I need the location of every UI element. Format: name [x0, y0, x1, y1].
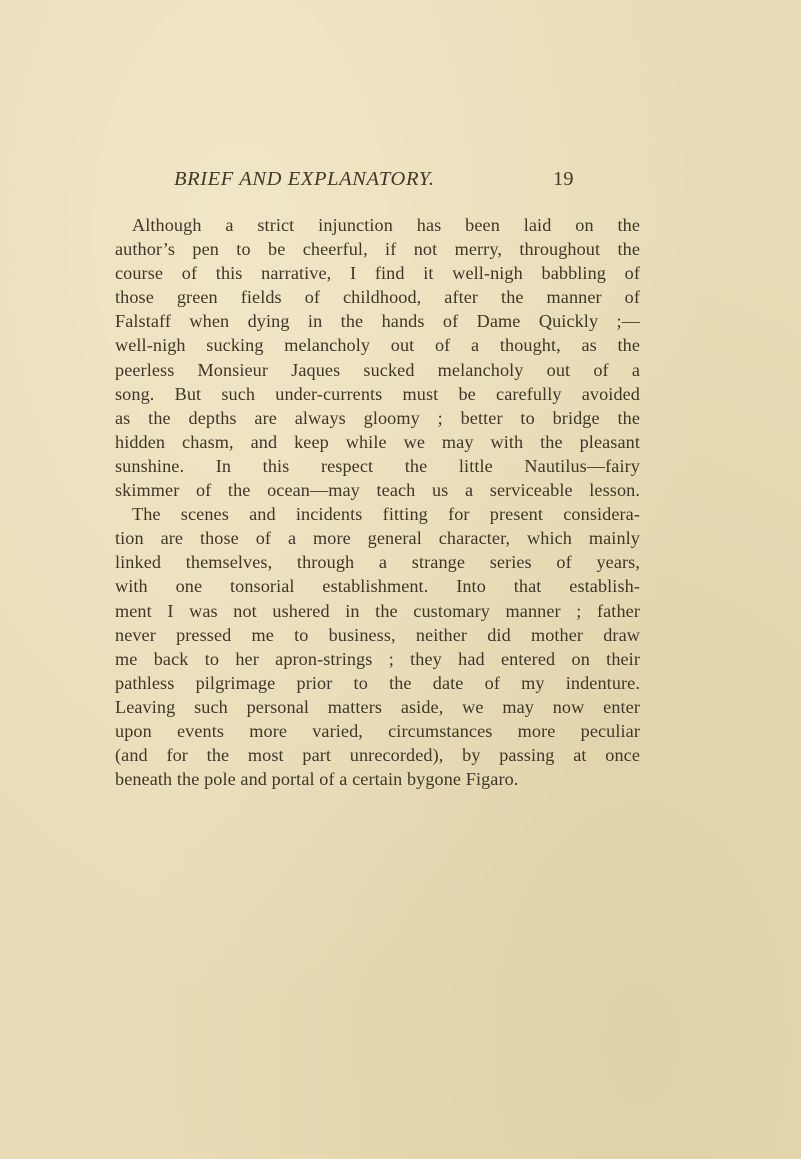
text-line: Leaving such personal matters aside, we may now enter	[115, 696, 640, 717]
text-line: Falstaff when dying in the hands of Dame Quickly ;—	[115, 311, 640, 332]
text-line: pathless pilgrimage prior to the date of my indenture.	[115, 672, 640, 693]
text-line: author’s pen to be cheerful, if not merry, throughout the	[115, 239, 640, 260]
text-line: never pressed me to business, neither did mother draw	[115, 624, 640, 645]
text-line: (and for the most part unrecorded), by passing at once	[115, 745, 640, 766]
text-line: tion are those of a more general character, which mainly	[115, 528, 640, 549]
text-line: hidden chasm, and keep while we may with the pleasant	[115, 431, 640, 452]
body-paragraph	[115, 213, 640, 791]
text-line: song. But such under-currents must be carefully avoided	[115, 383, 640, 404]
text-line: with one tonsorial establishment. Into that establish-	[115, 576, 640, 597]
text-line: those green fields of childhood, after the manner of	[115, 287, 640, 308]
text-line: course of this narrative, I find it well-nigh babbling of	[115, 263, 640, 284]
text-line: peerless Monsieur Jaques sucked melancholy out of a	[115, 359, 640, 380]
text-line: Although a strict injunction has been laid on the	[132, 215, 640, 235]
text-line: upon events more varied, circumstances more peculiar	[115, 720, 640, 741]
running-head	[174, 168, 574, 198]
text-line: sunshine. In this respect the little Nautilus—fairy	[115, 455, 640, 476]
text-line: ment I was not ushered in the customary manner ; father	[115, 600, 640, 621]
text-line: The scenes and incidents fitting for present considera-	[132, 504, 640, 525]
page-number: 19	[553, 168, 574, 190]
text-line: me back to her apron-strings ; they had entered on their	[115, 648, 640, 669]
text-line: skimmer of the ocean—may teach us a serviceable lesson.	[115, 480, 640, 501]
running-title: BRIEF AND EXPLANATORY.	[174, 168, 435, 190]
text-line: well-nigh sucking melancholy out of a thought, as the	[115, 335, 640, 356]
text-line: as the depths are always gloomy ; better to bridge the	[115, 407, 640, 428]
text-line: linked themselves, through a strange series of years,	[115, 552, 640, 573]
text-line: beneath the pole and portal of a certain bygone Figaro.	[115, 769, 519, 790]
